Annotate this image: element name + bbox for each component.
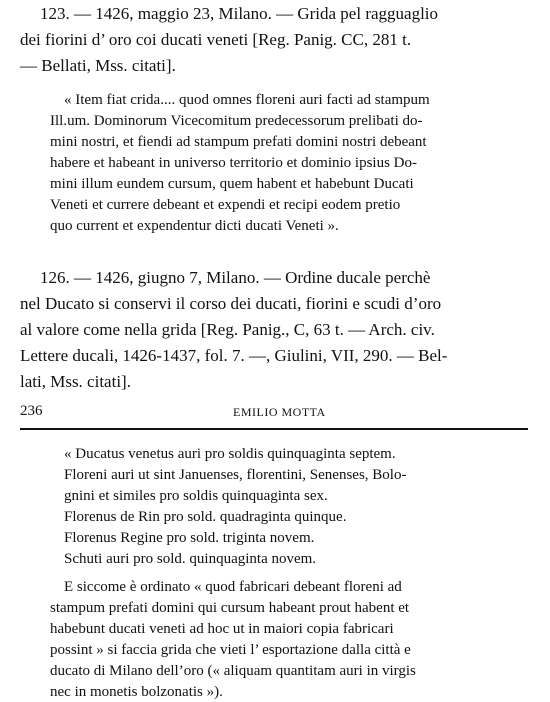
quote-line: Veneti et currere debeant et expendi et recipi eodem pretio (50, 197, 401, 213)
running-header-author: EMILIO MOTTA (233, 405, 326, 419)
quote-line: Florenus de Rin pro sold. quadraginta quinque. (64, 509, 347, 525)
body-line: E siccome è ordinato « quod fabricari debeant floreni ad (64, 579, 402, 595)
quote-line: « Ducatus venetus auri pro soldis quinquaginta septem. (64, 446, 396, 462)
quote-line: Schuti auri pro sold. quinquaginta novem. (64, 551, 317, 567)
quote-line: Florenus Regine pro sold. triginta novem. (64, 530, 315, 546)
page-number: 236 (20, 403, 43, 419)
entry-line: nel Ducato si conservi il corso dei ducati, fiorini e scudi d’oro (20, 294, 442, 313)
entry-line: dei fiorini d’ oro coi ducati veneti [Reg. Panig. CC, 281 t. (20, 30, 412, 49)
body-line: habebunt ducati veneti ad hoc ut in maiori copia fabricari (50, 621, 394, 637)
entry-line: — Bellati, Mss. citati]. (20, 56, 176, 75)
entry-line: 123. — 1426, maggio 23, Milano. — Grida pel ragguaglio (40, 4, 439, 23)
entry-line: lati, Mss. citati]. (20, 372, 131, 391)
quote-line: quo current et expendentur dicti ducati Veneti ». (50, 218, 339, 234)
header-rule (20, 428, 528, 430)
quote-line: mini illum eundem cursum, quem habent et habebunt Ducati (50, 176, 414, 192)
entry-line: Lettere ducali, 1426-1437, fol. 7. —, Giulini, VII, 290. — Bel- (20, 346, 448, 365)
entry-line: 126. — 1426, giugno 7, Milano. — Ordine ducale perchè (40, 268, 431, 287)
quote-line: mini nostri, et fiendi ad stampum prefati domini nostri debeant (50, 134, 427, 150)
entry-line: al valore come nella grida [Reg. Panig., C, 63 t. — Arch. civ. (20, 320, 435, 339)
body-line: nec in monetis bolzonatis »). (50, 684, 223, 700)
body-line: stampum prefati domini qui cursum habeant prout habent et (50, 600, 410, 616)
quote-line: habere et habeant in universo territorio et dominio ipsius Do- (50, 155, 417, 171)
quote-line: gnini et similes pro soldis quinquaginta sex. (64, 488, 328, 504)
body-line: ducato di Milano dell’oro (« aliquam quantitam auri in virgis (50, 663, 416, 679)
quote-line: Floreni auri ut sint Januenses, florentini, Senenses, Bolo- (64, 467, 407, 483)
quote-line: Ill.um. Dominorum Vicecomitum predecessorum prelibati do- (50, 113, 423, 129)
body-line: possint » si faccia grida che vieti l’ esportazione dalla città e (50, 642, 411, 658)
quote-line: « Item fiat crida.... quod omnes floreni auri facti ad stampum (64, 92, 430, 108)
